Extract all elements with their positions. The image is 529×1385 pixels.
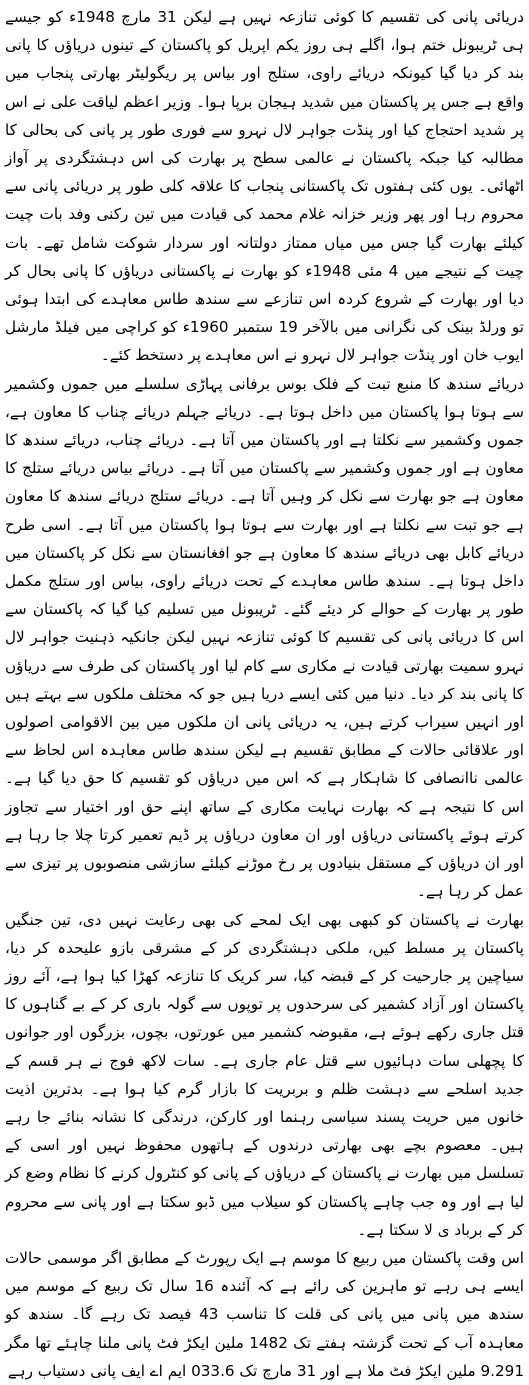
- article-body: [5, 3, 524, 1385]
- article-paragraph-water-shortage: اس وقت پاکستان میں ربیع کا موسم ہے ایک رپورٹ کے مطابق اگر موسمی حالات ایسے ہی رہے تو ماہرین کی رائے ہے کہ آئندہ 16 سال تک ربیع کے موسم میں سندھ میں پانی میں پانی کی قلت کا تناسب 43 فیصد تک رہے گا۔ سندھ کو معاہدہ آب کے تحت گزشتہ ہفتے تک 1482 ملین ایکڑ فٹ پانی ملنا چاہئے تھا مگر 9.291 ملین ایکڑ فٹ ملا ہے اور 31 مارچ تک 033.6 ایم اے ایف پانی دستیاب رہے: [5, 1248, 524, 1380]
- article-paragraph-rivers: دریائے سندھ کا منبع تبت کے فلک بوس برفانی پہاڑی سلسلے میں جموں وکشمیر سے ہوتا ہوا پاکستان میں داخل ہوتا ہے۔ دریائے جہلم دریائے چناب کا معاون ہے، جموں وکشمیر سے نکلتا ہے اور پاکستان میں آتا ہے۔ دریائے چناب، دریائے سندھ کا معاون ہے اور جموں وکشمیر سے پاکستان میں آتا ہے۔ دریائے بیاس دریائے ستلج کا معاون ہے جو بھارت سے نکل کر وہیں آتا ہے۔ دریائے ستلج دریائے سندھ کا معاون ہے جو تبت سے نکلتا ہے اور بھارت سے ہوتا ہوا پاکستان میں آتا ہے۔ اسی طرح دریائے کابل بھی دریائے سندھ کا معاون ہے جو افغانستان سے نکل کر پاکستان میں داخل ہوتا ہے۔ سندھ طاس معاہدے کے تحت دریائے راوی، بیاس اور ستلج مکمل طور پر بھارت کے حوالے کر دیئے گئے۔ ٹریبونل میں تسلیم کیا گیا کہ پاکستان سے اس کا دریائی پانی کی تقسیم کا کوئی تنازعہ نہیں لیکن جانکیہ ذہنیت جواہر لال نہرو سمیت بھارتی قیادت نے مکاری سے کام لیا اور پاکستان کی طرف سے دریاؤں کا پانی بند کر دیا۔ دنیا میں کئی ایسے دریا ہیں جو کہ مختلف ملکوں سے بہتے ہیں اور انہیں سیراب کرتے ہیں، یہ دریائی پانی ان ملکوں میں بین الاقوامی اصولوں اور علاقائی حالات کے مطابق تقسیم ہے لیکن سندھ طاس معاہدہ اس لحاظ سے عالمی ناانصافی کا شاہکار ہے کہ اس میں دریاؤں کو تقسیم کا حق دیا گیا ہے۔ اس کا نتیجہ ہے کہ بھارت نہایت مکاری کے ساتھ اپنے حق اور اختیار سے تجاوز کرتے ہوئے پاکستانی دریاؤں اور ان معاون دریاؤں پر ڈیم تعمیر کرتا چلا جا رہا ہے اور ان دریاؤں کے مستقل بنیادوں پر رخ موڑنے کیلئے سازشی منصوبوں پر تیزی سے عمل کر رہا ہے۔: [5, 374, 524, 901]
- article-paragraph-india-aggression: بھارت نے پاکستان کو کبھی بھی ایک لمحے کی بھی رعایت نہیں دی، تین جنگیں پاکستان پر مسلط کیں، ملکی دہشتگردی کر کے مشرقی بازو علیحدہ کر دیا، سیاچین پر جارحیت کر کے قبضہ کیا، سر کریک کا تنازعہ کھڑا کیا ہوا ہے، آئے روز پاکستان اور آزاد کشمیر کی سرحدوں پر توپوں سے گولہ باری کر کے بے گناہوں کا قتل جاری رکھے ہوئے ہے، مقبوضہ کشمیر میں عورتوں، بچوں، بزرگوں اور جوانوں کا پچھلی سات دہائیوں سے قتل عام جاری ہے۔ سات لاکھ فوج نے ہر قسم کے جدید اسلحے سے دہشت ظلم و بربریت کا بازار گرم کیا ہوا ہے۔ بدترین اذیت خانوں میں حریت پسند سیاسی رہنما اور کارکن، درندگی کا نشانہ بنائے جا رہے ہیں۔ معصوم بچے بھی بھارتی درندوں کے ہاتھوں محفوظ نہیں اور اسی کے تسلسل میں بھارت نے پاکستان کے دریاؤں کے پانی کو کنٹرول کرنے کا نظام وضع کر لیا ہے اور وہ جب چاہے پاکستان کو سیلاب میں ڈبو سکتا ہے اور پانی سے محروم کر کے برباد ی لا سکتا ہے۔: [5, 910, 524, 1239]
- article-paragraph-water-dispute-1948: دریائی پانی کی تقسیم کا کوئی تنازعہ نہیں ہے لیکن 31 مارچ 1948ء کو جیسے ہی ٹریبونل ختم ہوا، اگلے ہی روز یکم اپریل کو پاکستان کے تینوں دریاؤں کا پانی بند کر دیا گیا کیونکہ دریائے راوی، ستلج اور بیاس پر ریگولیٹر بھارتی پنجاب میں واقع ہے جس پر پاکستان میں شدید ہیجان برپا ہوا۔ وزیر اعظم لیاقت علی نے اس پر شدید احتجاج کیا اور پنڈت جواہر لال نہرو سے فوری طور پر پانی کی بحالی کا مطالبہ کیا جبکہ پاکستان نے عالمی سطح پر بھارت کی اس دہشتگردی پر آواز اٹھائی۔ یوں کئی ہفتوں تک پاکستانی پنجاب کا علاقہ کلی طور پر دریائی پانی سے محروم رہا اور پھر وزیر خزانہ غلام محمد کی قیادت میں تین رکنی وفد بات چیت کیلئے بھارت گیا جس میں میاں ممتاز دولتانہ اور سردار شوکت شامل تھے۔ بات چیت کے نتیجے میں 4 مئی 1948ء کو بھارت نے پاکستانی دریاؤں کا پانی بحال کر دیا اور بھارت کے شروع کردہ اس تنازعے سے سندھ طاس معاہدے کی ابتدا ہوئی تو ورلڈ بینک کی نگرانی میں بالآخر 19 ستمبر 1960ء کو کراچی میں فیلڈ مارشل ایوب خان اور پنڈت جواہر لال نہرو نے اس معاہدے پر دستخط کئے۔: [5, 8, 524, 365]
